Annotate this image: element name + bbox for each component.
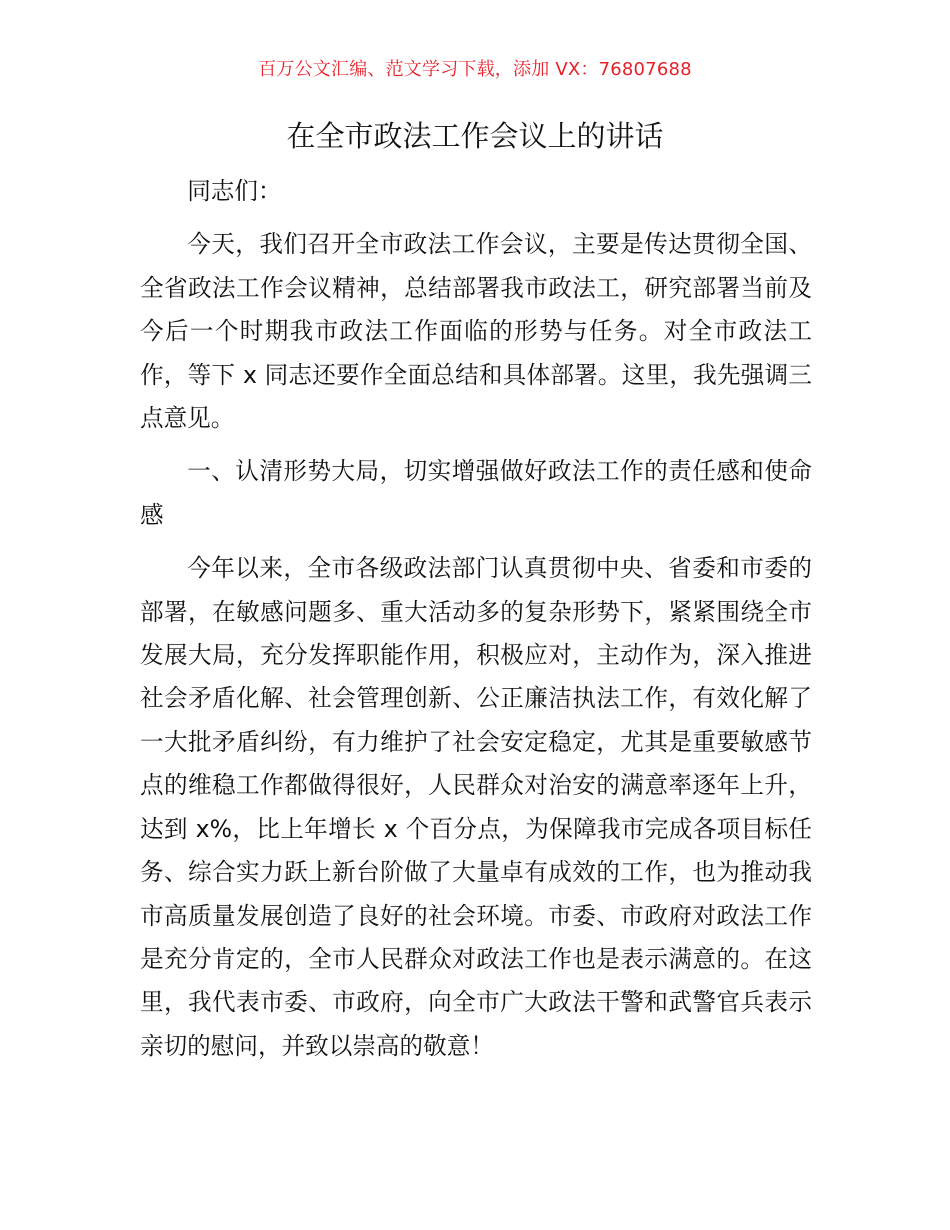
- salutation: 同志们：: [187, 177, 282, 205]
- paragraph-intro: 今天，我们召开全市政法工作会议，主要是传达贯彻全国、全省政法工作会议精神，总结部署我市政法工，研究部署当前及今后一个时期我市政法工作面临的形势与任务。对全市政法工作，等下 x 同志还要作全面总结和具体部署。这里，我先强调三点意见。: [140, 230, 812, 433]
- paragraph-section-1: 今年以来，全市各级政法部门认真贯彻中央、省委和市委的部署，在敏感问题多、重大活动多的复杂形势下，紧紧围绕全市发展大局，充分发挥职能作用，积极应对，主动作为，深入推进社会矛盾化解、社会管理创新、公正廉洁执法工作，有效化解了一大批矛盾纠纷，有力维护了社会安定稳定，尤其是重要敏感节点的维稳工作都做得很好，人民群众对治安的满意率逐年上升，达到 x%，比上年增长 x 个百分点，为保障我市完成各项目标任务、综合实力跃上新台阶做了大量卓有成效的工作，也为推动我市高质量发展创造了良好的社会环境。市委、市政府对政法工作是充分肯定的，全市人民群众对政法工作也是表示满意的。在这里，我代表市委、市政府，向全市广大政法干警和武警官兵表示亲切的慰问，并致以崇高的敬意！: [140, 554, 812, 1060]
- section-heading-1: 一、认清形势大局，切实增强做好政法工作的责任感和使命感: [140, 457, 812, 529]
- document-body: [140, 170, 812, 1068]
- document-title: 在全市政法工作会议上的讲话: [286, 119, 664, 153]
- header-promo-note: 百万公文汇编、范文学习下载，添加 VX：76807688: [258, 59, 692, 80]
